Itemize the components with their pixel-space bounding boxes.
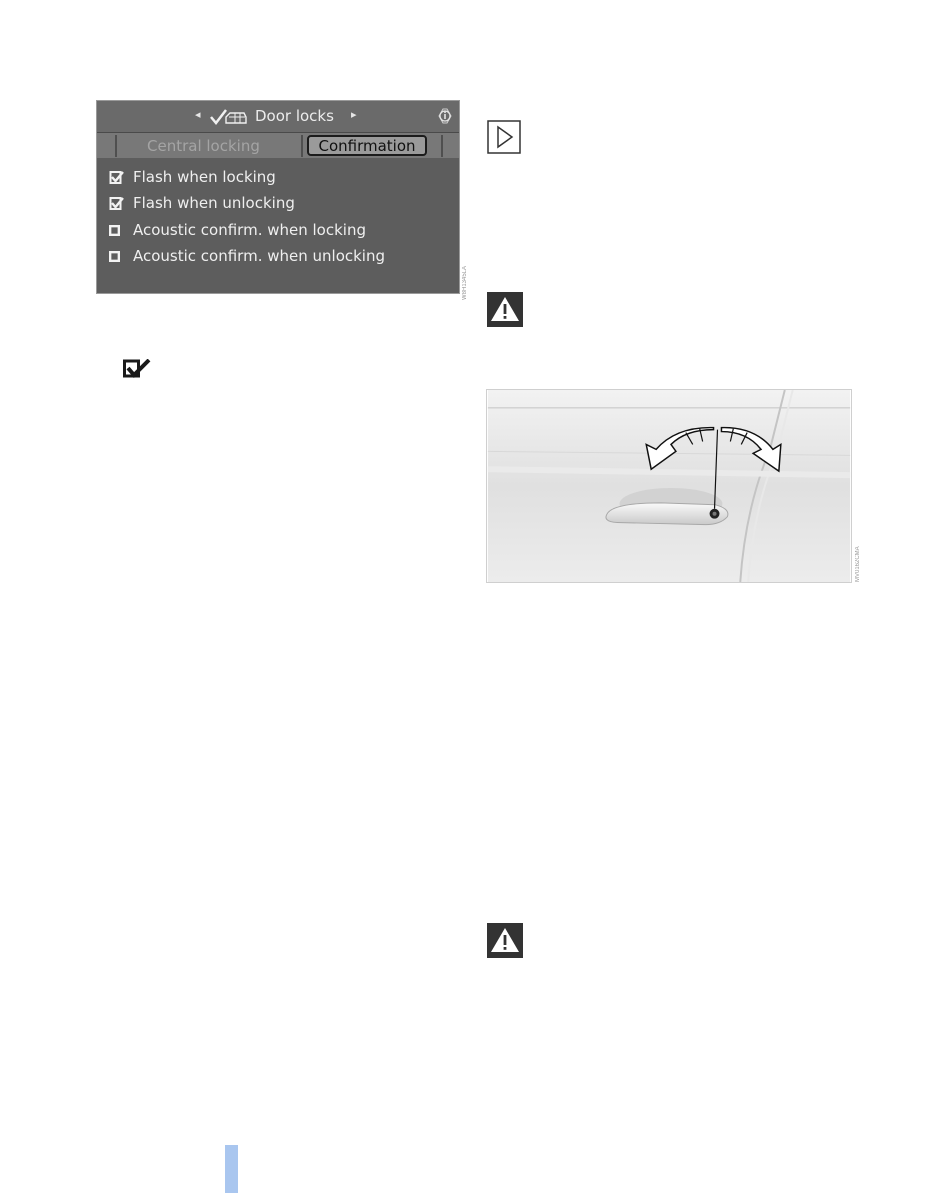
tab-central-locking[interactable]: Central locking bbox=[147, 137, 260, 155]
door-handle-illustration bbox=[486, 389, 852, 583]
play-triangle-icon bbox=[487, 120, 521, 154]
door-locks-screen bbox=[96, 100, 460, 294]
warning-triangle-icon bbox=[487, 923, 523, 958]
option-label: Acoustic confirm. when locking bbox=[133, 221, 366, 239]
option-label: Flash when unlocking bbox=[133, 194, 295, 212]
image-code: W8H1345LA bbox=[462, 265, 468, 300]
tab-divider bbox=[301, 135, 303, 157]
info-icon[interactable] bbox=[435, 106, 455, 126]
unchecked-box-icon bbox=[109, 251, 120, 262]
tab-divider bbox=[115, 135, 117, 157]
option-label: Acoustic confirm. when unlocking bbox=[133, 247, 386, 265]
nav-left-arrow[interactable]: ◂ bbox=[195, 108, 201, 121]
warning-triangle-icon bbox=[487, 292, 523, 327]
tab-divider bbox=[441, 135, 443, 157]
nav-right-arrow[interactable]: ▸ bbox=[351, 108, 357, 121]
option-acoustic-locking[interactable] bbox=[97, 220, 459, 242]
unchecked-box-icon bbox=[109, 225, 120, 236]
option-flash-locking[interactable] bbox=[97, 167, 459, 189]
image-code: MV0162CMA bbox=[855, 546, 861, 582]
checked-box-icon bbox=[107, 171, 127, 185]
tab-confirmation[interactable]: Confirmation bbox=[307, 135, 427, 156]
page-marker bbox=[225, 1145, 238, 1193]
checkmark-icon bbox=[123, 359, 157, 379]
option-acoustic-unlocking[interactable] bbox=[97, 246, 459, 268]
title-bar bbox=[97, 101, 459, 133]
tab-strip bbox=[97, 133, 459, 158]
checked-box-icon bbox=[107, 197, 127, 211]
option-label: Flash when locking bbox=[133, 168, 276, 186]
car-door-check-icon bbox=[209, 107, 249, 127]
option-flash-unlocking[interactable] bbox=[97, 193, 459, 215]
screen-title: Door locks bbox=[255, 107, 334, 125]
